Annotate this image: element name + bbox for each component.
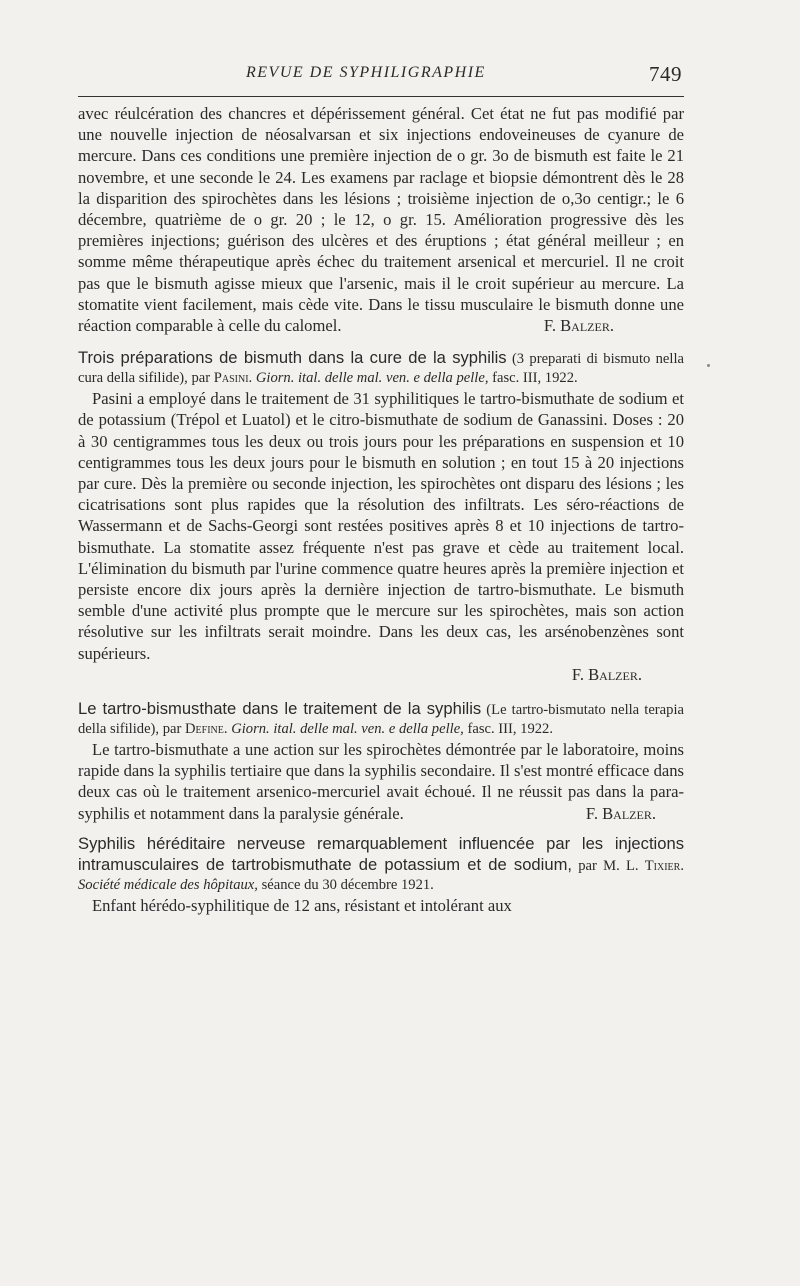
entry3-ref: séance du 30 décembre 1921. — [261, 876, 434, 893]
entry1-ref: fasc. III, 1922. — [492, 370, 578, 387]
entry2-title: Le tartro-bismusthate dans le traitement de la syphilis — [78, 699, 482, 719]
entry2-signature: F. Balzer. — [585, 803, 656, 823]
continuation-paragraph — [78, 103, 684, 336]
entry3-body: Enfant hérédo-syphilitique de 12 ans, résistant et intolérant aux — [92, 895, 512, 915]
continuation-signature: F. Balzer. — [543, 316, 614, 336]
journal-title: REVUE DE SYPHILIGRAPHIE — [246, 64, 486, 81]
entry3-author: Tixier. — [644, 857, 684, 874]
entry2-body — [78, 739, 684, 824]
entry3-journal: Société médicale des hôpitaux, — [78, 876, 258, 893]
entry2-author: Define. — [185, 721, 228, 738]
entry2-text: Le tartro-bismuthate a une action sur les spirochètes démontrée par le laboratoire, moins rapide dans la syphilis tertiaire que dans la syphilis secondaire. Il s'est montré efficace dans deux cas où le traitement arsenico-mercuriel avait échoué. Il ne réussit pas dans la para-syphilis et notamment dans la paralysie générale. — [78, 740, 684, 823]
entry1-signature: F. Balzer. — [571, 664, 642, 684]
entry3-heading — [78, 834, 684, 895]
entry1-journal: Giorn. ital. delle mal. ven. e della pelle, — [255, 370, 489, 387]
entry2-heading — [78, 699, 684, 739]
page-body — [78, 103, 684, 916]
entry2-subtitle: (Le tartro-bismutato nella terapia della sifilide), par — [78, 702, 684, 738]
header-rule — [78, 96, 684, 97]
entry3-by: par M. L. — [578, 857, 639, 874]
running-header — [78, 62, 684, 92]
scan-speck — [707, 364, 710, 367]
entry1-title: Trois préparations de bismuth dans la cure de la syphilis — [78, 348, 507, 368]
page-number: 749 — [649, 62, 682, 86]
continuation-text: avec réulcération des chancres et dépérissement général. Cet état ne fut pas modifié par une nouvelle injection de néosalvarsan et six injections endoveineuses de cyanure de mercure. Dans ces conditions une première injection de o gr. 3o de bismuth est faite le 21 novembre, et une seconde le 24. Les examens par raclage et biopsie démontrent dès le 28 la disparition des spirochètes dans les lésions ; troisième injection de o,3o centigr.; le 6 décembre, quatrième de o gr. 20 ; le 12, o gr. 15. Amélioration progressive dès les premières injections; guérison des ulcères et des éruptions ; état général meilleur ; en somme même thérapeutique après échec du traitement arsenical et mercuriel. Il ne croit pas que le bismuth agisse mieux que l'arsenic, mais il le croit supérieur au mercure. La stomatite vient facilement, mais cède vite. Dans le tissu musculaire le bismuth donne une réaction comparable à celle du calomel. — [78, 104, 684, 336]
entry1-heading — [78, 348, 684, 388]
entry1-subtitle: (3 preparati di bismuto nella cura della sifilide), par — [78, 351, 684, 387]
entry2-ref: fasc. III, 1922. — [467, 721, 553, 738]
entry3-title: Syphilis héréditaire nerveuse remarquablement influencée par les injections intramusculaires de tartrobismuthate de potassium et de sodium, — [78, 833, 684, 874]
entry2-journal: Giorn. ital. delle mal. ven. e della pelle, — [231, 721, 464, 738]
entry1-body: Pasini a employé dans le traitement de 31 syphilitiques le tartro-bismuthate de sodium et de potassium (Trépol et Luatol) et le citro-bismuthate de sodium de Ganassini. Doses : 20 à 30 centigrammes tous les deux ou trois jours pour les préparations en suspension et 10 centigrammes tous les deux jours pour le bismuth en solution ; en tout 15 à 20 injections par cure. Dès la première ou seconde injection, les spirochètes ont disparu des lésions ; les cicatrisations sont plus rapides que la résolution des infiltrats. Les séro-réactions de Wassermann et de Sachs-Georgi sont restées positives après 8 et 10 injections de tartro-bismuthate. La stomatite assez fréquente n'est pas grave et cède au traitement local. L'élimination du bismuth par l'urine commence quatre heures après la première injection et persiste encore dix jours après la dernière injection de tartro-bismuthate. Le bismuth semble d'une activité plus prompte que le mercure sur les spirochètes, mais son action résolutive sur les infiltrats serait moindre. Dans les deux cas, les arsénobenzènes sont supérieurs. — [78, 389, 684, 663]
entry1-author: Pasini. — [213, 370, 253, 387]
